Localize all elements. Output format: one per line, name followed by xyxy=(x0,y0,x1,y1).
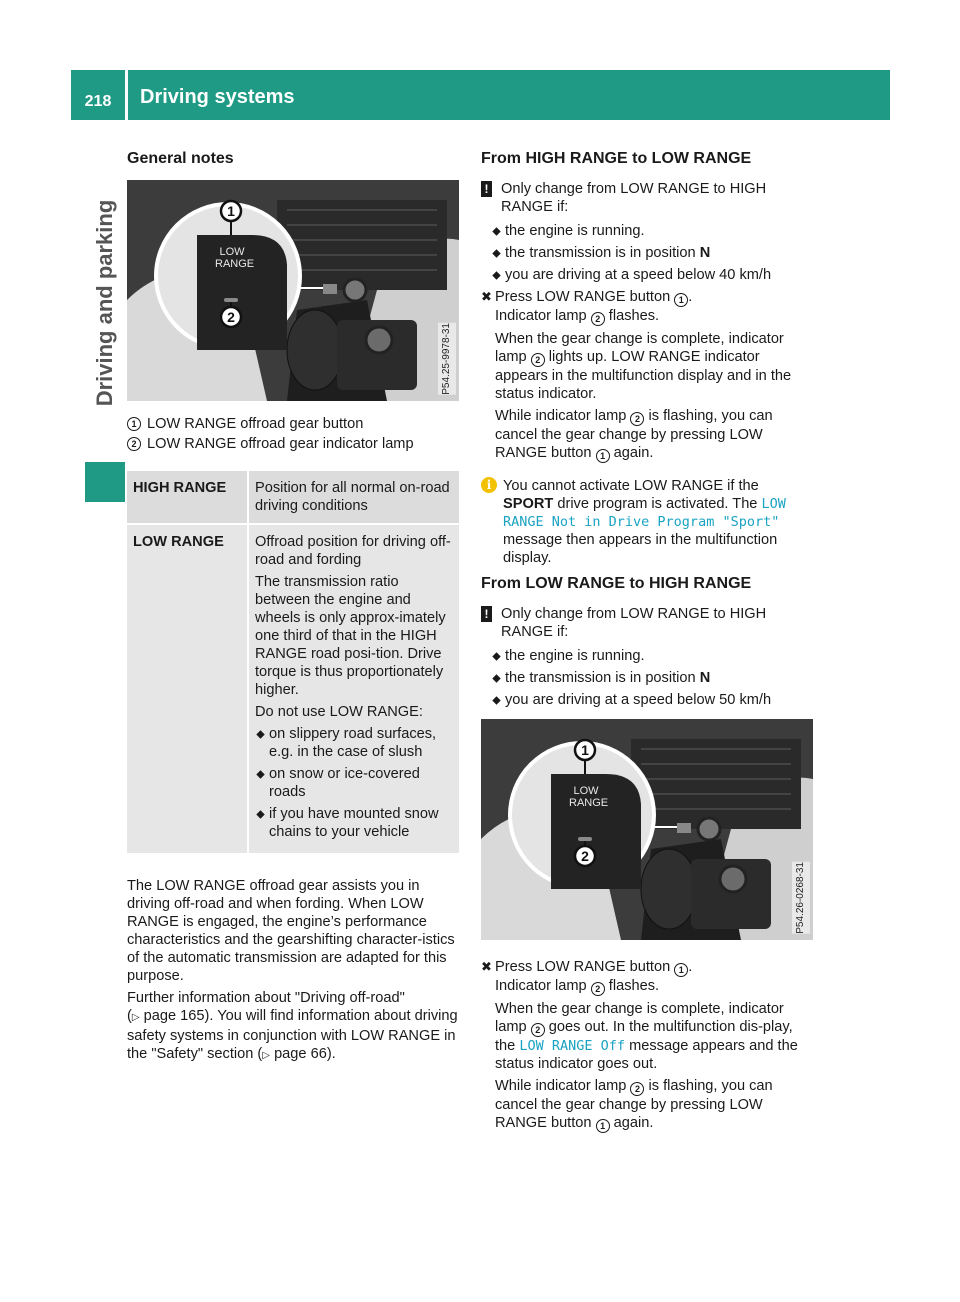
info-text: drive program is activated. The xyxy=(557,496,758,512)
svg-text:1: 1 xyxy=(581,742,589,758)
legend-item xyxy=(127,435,459,453)
page-ref-icon: ▷ xyxy=(131,1012,140,1023)
legend-text: LOW RANGE offroad gear indicator lamp xyxy=(147,436,414,452)
side-tab xyxy=(85,158,125,448)
callout-1-icon: 1 xyxy=(674,963,688,977)
svg-text:2: 2 xyxy=(227,309,235,325)
callout-2-icon: 2 xyxy=(591,312,605,326)
legend-text: LOW RANGE offroad gear button xyxy=(147,416,364,432)
sport-label: SPORT xyxy=(503,496,554,512)
list-item: if you have mounted snow chains to your vehicle xyxy=(255,805,453,841)
mode-name-cell: HIGH RANGE xyxy=(127,471,249,523)
callout-2-icon: 2 xyxy=(630,1082,644,1096)
step-label: again. xyxy=(613,445,654,461)
step-label: is flashing, you can cancel the gear change by pressing LOW RANGE button xyxy=(495,408,773,461)
photo-label-low: LOW xyxy=(219,246,245,258)
table-row xyxy=(127,523,459,853)
condition-list xyxy=(491,647,813,709)
position-n: N xyxy=(699,670,711,686)
table-row xyxy=(127,471,459,523)
step-text xyxy=(495,330,813,403)
left-column xyxy=(127,150,459,1069)
step-label: goes out. In the multifunction dis-play, the xyxy=(495,1019,793,1054)
list-item: you are driving at a speed below 40 km/h xyxy=(491,266,813,284)
callout-2-icon: 2 xyxy=(591,982,605,996)
callout-1-icon: 1 xyxy=(674,293,688,307)
step-label: flashes. xyxy=(608,308,660,324)
step-text xyxy=(495,407,813,463)
list-item: on snow or ice-covered roads xyxy=(255,765,453,801)
table-paragraph: Offroad position for driving off-road and fording xyxy=(255,534,451,568)
position-n: N xyxy=(699,245,711,261)
photo-button-label xyxy=(215,246,255,270)
table-paragraph: Do not use LOW RANGE: xyxy=(255,704,423,720)
callout-1-icon: 1 xyxy=(596,449,610,463)
high-to-low-heading: From HIGH RANGE to LOW RANGE xyxy=(481,150,752,167)
table-paragraph: The transmission ratio between the engine and wheels is only approx-imately one third of that in the HIGH RANGE road posi-tion. Drive torque is thus proportionately higher. xyxy=(255,574,446,698)
step-label: Indicator lamp xyxy=(495,308,587,324)
step-text: Press LOW RANGE button 1 . Indicator lamp 2 flashes. xyxy=(495,289,693,324)
right-column xyxy=(481,150,813,1137)
range-table xyxy=(127,471,459,853)
header-separator xyxy=(125,70,128,120)
step-label: Press LOW RANGE button xyxy=(495,959,671,975)
low-to-high-heading: From LOW RANGE to HIGH RANGE xyxy=(481,575,752,592)
mode-name-cell: LOW RANGE xyxy=(127,523,249,853)
instruction-arrow-icon: ✖ xyxy=(481,959,492,974)
photo-code: P54.26-0268-31 xyxy=(792,862,810,934)
photo-code: P54.25-9978-31 xyxy=(438,323,456,395)
display-message: LOW RANGE Off xyxy=(519,1038,626,1054)
warning-icon: ! xyxy=(481,181,492,197)
step-text: Press LOW RANGE button 1 . Indicator lamp 2 flashes. xyxy=(495,959,693,994)
mode-desc-cell xyxy=(249,523,459,853)
list-text: the transmission is in position xyxy=(505,245,696,261)
photo-label-range: RANGE xyxy=(569,797,609,809)
console-photo xyxy=(127,180,459,401)
console-illustration xyxy=(127,180,459,401)
callout-2-icon: 2 xyxy=(127,437,141,451)
table-bullet-list xyxy=(255,725,453,841)
mode-desc-cell: Position for all normal on-road driving conditions xyxy=(249,471,459,523)
side-tab-marker xyxy=(85,462,125,502)
para-text: page 66). xyxy=(274,1046,336,1062)
step-label: Press LOW RANGE button xyxy=(495,289,671,305)
photo-label-range: RANGE xyxy=(215,258,255,270)
step-label: lights up. LOW RANGE indicator appears in the multifunction display and in the status indicator. xyxy=(495,349,792,402)
step-label: When the gear change is complete, indicator lamp xyxy=(495,331,784,365)
info-text: You cannot activate LOW RANGE if the xyxy=(503,478,759,494)
para-text: page 165). You will find information about driving safety systems in conjunction with LOW RANGE in the "Safety" section ( xyxy=(127,1008,458,1062)
warning-text: Only change from LOW RANGE to HIGH RANGE if: xyxy=(501,181,767,215)
console-illustration-2 xyxy=(481,719,813,940)
page-number: 218 xyxy=(84,93,112,110)
callout-2-icon: 2 xyxy=(531,353,545,367)
page-ref-icon: ▷ xyxy=(262,1050,270,1061)
warning-text: Only change from LOW RANGE to HIGH RANGE if: xyxy=(501,606,767,640)
general-notes-heading: General notes xyxy=(127,150,234,167)
instruction-step xyxy=(481,288,813,463)
callout-2-icon: 2 xyxy=(630,412,644,426)
list-item: you are driving at a speed below 50 km/h xyxy=(491,691,813,709)
condition-list xyxy=(491,222,813,284)
info-text: message then appears in the multifunction display. xyxy=(503,532,778,566)
step-label: When the gear change is complete, indicator lamp xyxy=(495,1001,784,1035)
step-label: again. xyxy=(613,1115,654,1131)
instruction-step xyxy=(481,958,813,1133)
instruction-arrow-icon: ✖ xyxy=(481,289,492,304)
list-item xyxy=(491,669,813,687)
body-paragraph: Further information about "Driving off-road" (▷ page 165). You will find information about driving safety systems in conjunction with LOW RANGE in the "Safety" section (▷ page 66). xyxy=(127,990,458,1062)
side-tab-label: Driving and parking xyxy=(92,199,117,407)
body-paragraph: The LOW RANGE offroad gear assists you in driving off-road and when fording. When LOW RANGE is engaged, the engine’s performance characteristics and the gearshifting character-istics of the automatic transmission are adapted for this purpose. xyxy=(127,878,455,984)
display-message: LOW RANGE Not in Drive Program "Sport" xyxy=(503,496,786,530)
info-note xyxy=(481,477,813,567)
list-item: on slippery road surfaces, e.g. in the case of slush xyxy=(255,725,453,761)
para-text: Further information about "Driving off-road" xyxy=(127,990,405,1006)
section-title: Driving systems xyxy=(140,86,295,108)
callout-2-icon: 2 xyxy=(531,1023,545,1037)
warning-note xyxy=(481,605,813,641)
step-label: flashes. xyxy=(608,978,660,994)
list-item: the engine is running. xyxy=(491,222,813,240)
warning-note xyxy=(481,180,813,216)
photo-button-label xyxy=(569,785,609,809)
warning-icon: ! xyxy=(481,606,492,622)
list-text: the transmission is in position xyxy=(505,670,696,686)
legend-item xyxy=(127,415,459,433)
step-label: While indicator lamp xyxy=(495,1078,627,1094)
callout-1-icon: 1 xyxy=(596,1119,610,1133)
svg-text:1: 1 xyxy=(227,203,235,219)
step-text xyxy=(495,1077,813,1133)
legend xyxy=(127,415,459,453)
step-text xyxy=(495,1000,813,1073)
step-label: While indicator lamp xyxy=(495,408,627,424)
list-item xyxy=(491,244,813,262)
photo-label-low: LOW xyxy=(573,785,599,797)
step-label: message appears and the status indicator goes out. xyxy=(495,1038,798,1072)
callout-1-icon: 1 xyxy=(127,417,141,431)
svg-text:2: 2 xyxy=(581,848,589,864)
step-label: Indicator lamp xyxy=(495,978,587,994)
list-item: the engine is running. xyxy=(491,647,813,665)
info-icon: i xyxy=(481,477,497,493)
console-photo-2 xyxy=(481,719,813,940)
step-label: is flashing, you can cancel the gear change by pressing LOW RANGE button xyxy=(495,1078,773,1131)
